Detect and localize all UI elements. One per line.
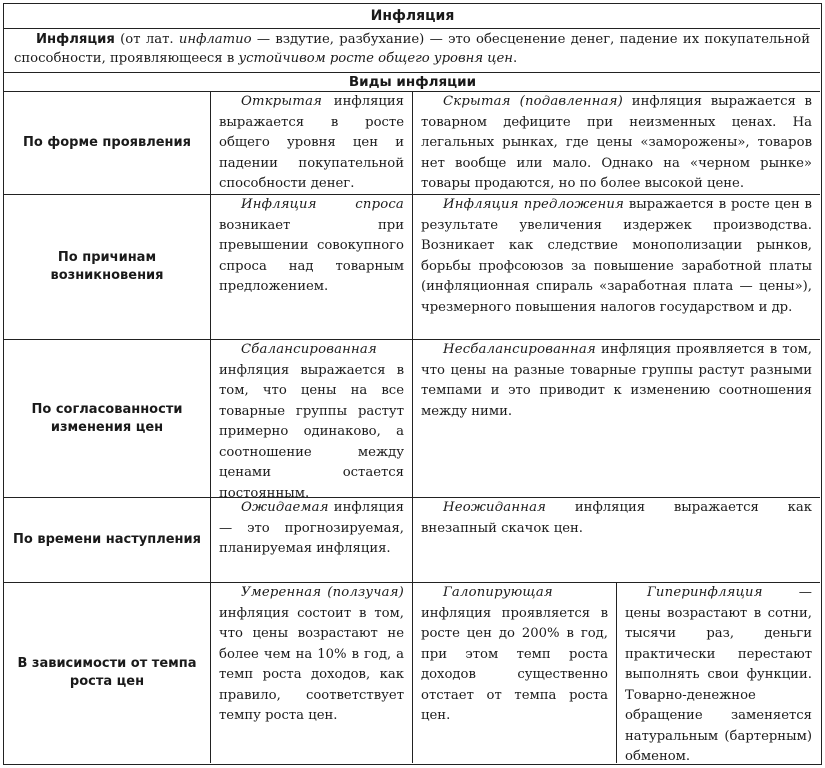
table-cell: Несбалансированная инфляция проявляется в том, что цены на разные товарные группы растут разными темпами и это приводит к изменению соотношения между ними. (421, 342, 812, 419)
table-cell: Умеренная (ползучая) инфляция состоит в том, что цены возрастают не более чем на 10% в год, а темп роста доходов, как правило, соответствует темпу роста цен. (219, 585, 404, 723)
table-cell: Неожиданная инфляция выражается как внезапный скачок цен. (421, 500, 812, 536)
row-label: По причинам возникновения (50, 250, 164, 283)
row-label: В зависимости от темпа роста цен (17, 656, 197, 689)
row-label: По согласованности изменения цен (31, 401, 183, 435)
types-header: Виды инфляции (348, 74, 477, 90)
definition-term: Инфляция (36, 32, 115, 47)
table-cell: Галопирующая инфляция проявляется в росте цен до 200% в год, при этом темп роста доходов существенно отстает от темпа роста цен. (421, 585, 608, 723)
table-cell: Скрытая (подавленная) инфляция выражается в товарном дефиците при неизменных ценах. На легальных рынках, где цены «заморожены», товаров нет вообще или мало. Однако на «черном рынке» товары продаются, но по более высокой цене. (421, 94, 812, 191)
table-cell: Ожидаемая инфляция — это прогнозируемая, планируемая инфляция. (219, 500, 404, 556)
definition-latin: инфлатио (178, 32, 252, 47)
definition: Инфляция (от лат. инфлатио — вздутие, разбухание) — это обесценение денег, падение их покупательной способности, проявляющееся в устойчивом росте общего уровня цен. (14, 32, 810, 66)
table-cell: Инфляция спроса возникает при превышении совокупного спроса над товарным предложением. (219, 197, 404, 294)
row-label: По форме проявления (22, 135, 191, 150)
table-cell: Гиперинфляция — цены возрастают в сотни, тысячи раз, деньги практически перестают выполнять свои функции. Товарно-денежное обращение заменяется натуральным (бартерным) обменом. (625, 585, 812, 764)
row-label: По времени наступления (13, 532, 201, 547)
table-cell: Сбалансированная инфляция выражается в том, что цены на все товарные группы растут примерно одинаково, а соотношение между ценами остается постоянным. (219, 342, 404, 501)
inflation-table (3, 3, 822, 765)
table-cell: Инфляция предложения выражается в росте цен в результате увеличения издержек производства. Возникает как следствие монополизации рынков, борьбы профсоюзов за повышение заработной платы (инфляционная спираль «заработная плата — цены»), чрезмерного повышения налогов государством и др. (421, 197, 812, 315)
table-title: Инфляция (370, 8, 455, 24)
table-cell: Открытая инфляция выражается в росте общего уровня цен и падении покупательной способности денег. (219, 94, 404, 191)
definition-emphasis: устойчивом росте общего уровня цен (238, 51, 513, 66)
